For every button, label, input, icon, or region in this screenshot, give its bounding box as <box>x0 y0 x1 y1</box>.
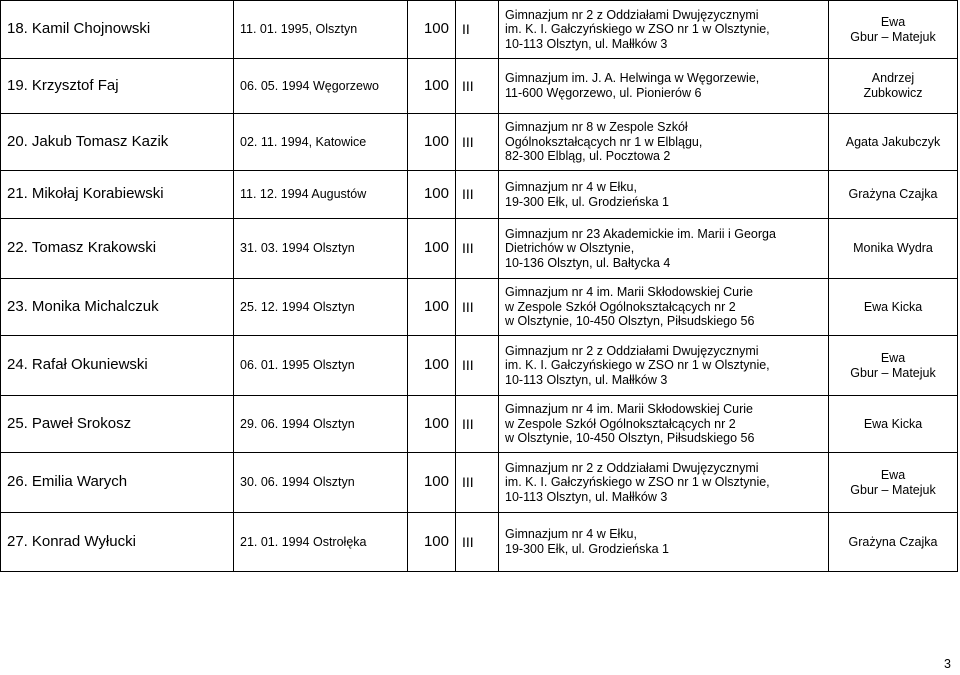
student-name: Monika Michalczuk <box>31 297 159 315</box>
school-cell <box>499 396 829 453</box>
school-line: im. K. I. Gałczyńskiego w ZSO nr 1 w Olsztynie, <box>505 475 770 490</box>
teacher-line: Gbur – Matejuk <box>850 482 936 497</box>
school-line: Dietrichów w Olsztynie, <box>505 241 635 256</box>
school-line: 10-113 Olsztyn, ul. Małłków 3 <box>505 36 668 51</box>
student-cell <box>1 59 234 114</box>
school-cell <box>499 171 829 219</box>
row-number: 23. <box>7 297 28 315</box>
row-number: 20. <box>7 132 28 150</box>
school-line: w Zespole Szkół Ogólnokształcących nr 2 <box>505 416 736 431</box>
teacher-cell <box>829 1 958 59</box>
student-name: Konrad Wyłucki <box>31 532 136 550</box>
student-name: Kamil Chojnowski <box>31 20 151 38</box>
school-line: 11-600 Węgorzewo, ul. Pionierów 6 <box>505 86 702 100</box>
birth-date-place: 11. 12. 1994 Augustów <box>234 171 408 219</box>
student-name: Krzysztof Faj <box>31 76 119 94</box>
teacher-line: Zubkowicz <box>863 86 923 100</box>
school-cell <box>499 279 829 336</box>
page-number: 3 <box>944 657 951 671</box>
table-row <box>1 219 958 279</box>
school-line: Gimnazjum im. J. A. Helwinga w Węgorzewie, <box>505 71 760 86</box>
birth-date-place: 11. 01. 1995, Olsztyn <box>234 1 408 59</box>
school-line: Gimnazjum nr 2 z Oddziałami Dwujęzycznymi <box>505 7 759 22</box>
student-cell <box>1 396 234 453</box>
school-line: 10-113 Olsztyn, ul. Małłków 3 <box>505 372 668 387</box>
teacher-line: Ewa Kicka <box>863 416 923 431</box>
teacher-line: Monika Wydra <box>853 241 933 256</box>
school-line: Gimnazjum nr 2 z Oddziałami Dwujęzycznymi <box>505 343 759 358</box>
student-name: Jakub Tomasz Kazik <box>31 132 169 150</box>
place-cell: III <box>456 336 499 396</box>
school-line: im. K. I. Gałczyńskiego w ZSO nr 1 w Olsztynie, <box>505 22 770 37</box>
school-line: Gimnazjum nr 2 z Oddziałami Dwujęzycznymi <box>505 460 759 475</box>
place-cell: III <box>456 279 499 336</box>
row-number: 19. <box>7 76 28 94</box>
points-cell: 100 <box>408 59 456 114</box>
place-cell: III <box>456 59 499 114</box>
results-table-body <box>1 1 958 572</box>
school-line: w Olsztynie, 10-450 Olsztyn, Piłsudskiego 56 <box>505 314 755 329</box>
points-cell: 100 <box>408 396 456 453</box>
school-line: Gimnazjum nr 4 im. Marii Skłodowskiej Curie <box>505 285 753 300</box>
school-line: Gimnazjum nr 8 w Zespole Szkół <box>505 120 688 135</box>
birth-date-place: 25. 12. 1994 Olsztyn <box>234 279 408 336</box>
birth-date-place: 30. 06. 1994 Olsztyn <box>234 453 408 513</box>
school-line: Gimnazjum nr 4 im. Marii Skłodowskiej Curie <box>505 402 753 417</box>
table-row <box>1 114 958 171</box>
points-cell: 100 <box>408 171 456 219</box>
teacher-cell <box>829 114 958 171</box>
row-number: 24. <box>7 356 28 374</box>
birth-date-place: 21. 01. 1994 Ostrołęka <box>234 513 408 572</box>
place-cell: II <box>456 1 499 59</box>
school-line: 82-300 Elbląg, ul. Pocztowa 2 <box>505 149 671 164</box>
table-row <box>1 396 958 453</box>
row-number: 27. <box>7 532 28 550</box>
teacher-cell <box>829 219 958 279</box>
table-row <box>1 279 958 336</box>
row-number: 25. <box>7 414 28 432</box>
student-cell <box>1 453 234 513</box>
school-line: Gimnazjum nr 23 Akademickie im. Marii i Georga <box>505 226 776 241</box>
student-name: Emilia Warych <box>31 473 128 491</box>
table-row <box>1 453 958 513</box>
place-cell: III <box>456 513 499 572</box>
student-cell <box>1 1 234 59</box>
place-cell: III <box>456 453 499 513</box>
teacher-cell <box>829 279 958 336</box>
school-cell <box>499 453 829 513</box>
student-name: Rafał Okuniewski <box>31 356 148 374</box>
student-cell <box>1 513 234 572</box>
table-row <box>1 513 958 572</box>
place-cell: III <box>456 171 499 219</box>
student-cell <box>1 219 234 279</box>
teacher-line: Agata Jakubczyk <box>845 134 941 149</box>
school-line: 19-300 Ełk, ul. Grodzieńska 1 <box>505 194 669 209</box>
teacher-line: Ewa <box>880 467 906 482</box>
school-line: 19-300 Ełk, ul. Grodzieńska 1 <box>505 542 669 556</box>
table-row <box>1 336 958 396</box>
row-number: 18. <box>7 20 28 38</box>
birth-date-place: 31. 03. 1994 Olsztyn <box>234 219 408 279</box>
school-cell <box>499 59 829 114</box>
school-line: 10-136 Olsztyn, ul. Bałtycka 4 <box>505 255 671 270</box>
student-cell <box>1 279 234 336</box>
place-cell: III <box>456 396 499 453</box>
teacher-line: Ewa Kicka <box>863 299 923 314</box>
school-line: Gimnazjum nr 4 w Ełku, <box>505 179 637 194</box>
teacher-cell <box>829 336 958 396</box>
teacher-line: Grażyna Czajka <box>848 187 938 202</box>
student-name: Mikołaj Korabiewski <box>31 185 164 203</box>
teacher-line: Gbur – Matejuk <box>850 365 936 380</box>
school-cell <box>499 219 829 279</box>
teacher-cell <box>829 171 958 219</box>
student-cell <box>1 114 234 171</box>
place-cell: III <box>456 114 499 171</box>
row-number: 26. <box>7 473 28 491</box>
school-line: Gimnazjum nr 4 w Ełku, <box>505 527 637 542</box>
teacher-line: Ewa <box>880 350 906 365</box>
table-row <box>1 59 958 114</box>
birth-date-place: 06. 05. 1994 Węgorzewo <box>234 59 408 114</box>
school-cell <box>499 336 829 396</box>
teacher-line: Andrzej <box>871 71 915 86</box>
teacher-line: Gbur – Matejuk <box>850 29 936 44</box>
school-line: Ogólnokształcących nr 1 w Elblągu, <box>505 134 703 149</box>
birth-date-place: 29. 06. 1994 Olsztyn <box>234 396 408 453</box>
school-line: im. K. I. Gałczyńskiego w ZSO nr 1 w Olsztynie, <box>505 358 770 373</box>
table-row <box>1 1 958 59</box>
school-line: w Zespole Szkół Ogólnokształcących nr 2 <box>505 299 736 314</box>
school-cell <box>499 1 829 59</box>
points-cell: 100 <box>408 279 456 336</box>
teacher-cell <box>829 59 958 114</box>
points-cell: 100 <box>408 219 456 279</box>
school-line: w Olsztynie, 10-450 Olsztyn, Piłsudskiego 56 <box>505 431 755 446</box>
birth-date-place: 06. 01. 1995 Olsztyn <box>234 336 408 396</box>
student-name: Tomasz Krakowski <box>31 239 157 257</box>
school-line: 10-113 Olsztyn, ul. Małłków 3 <box>505 489 668 504</box>
table-row <box>1 171 958 219</box>
teacher-cell <box>829 396 958 453</box>
teacher-cell <box>829 453 958 513</box>
school-cell <box>499 513 829 572</box>
teacher-line: Grażyna Czajka <box>848 534 938 549</box>
points-cell: 100 <box>408 453 456 513</box>
teacher-line: Ewa <box>880 14 906 29</box>
row-number: 22. <box>7 239 28 257</box>
points-cell: 100 <box>408 513 456 572</box>
birth-date-place: 02. 11. 1994, Katowice <box>234 114 408 171</box>
student-cell <box>1 171 234 219</box>
row-number: 21. <box>7 185 28 203</box>
place-cell: III <box>456 219 499 279</box>
student-name: Paweł Srokosz <box>31 414 132 432</box>
teacher-cell <box>829 513 958 572</box>
student-cell <box>1 336 234 396</box>
school-cell <box>499 114 829 171</box>
points-cell: 100 <box>408 1 456 59</box>
points-cell: 100 <box>408 114 456 171</box>
points-cell: 100 <box>408 336 456 396</box>
